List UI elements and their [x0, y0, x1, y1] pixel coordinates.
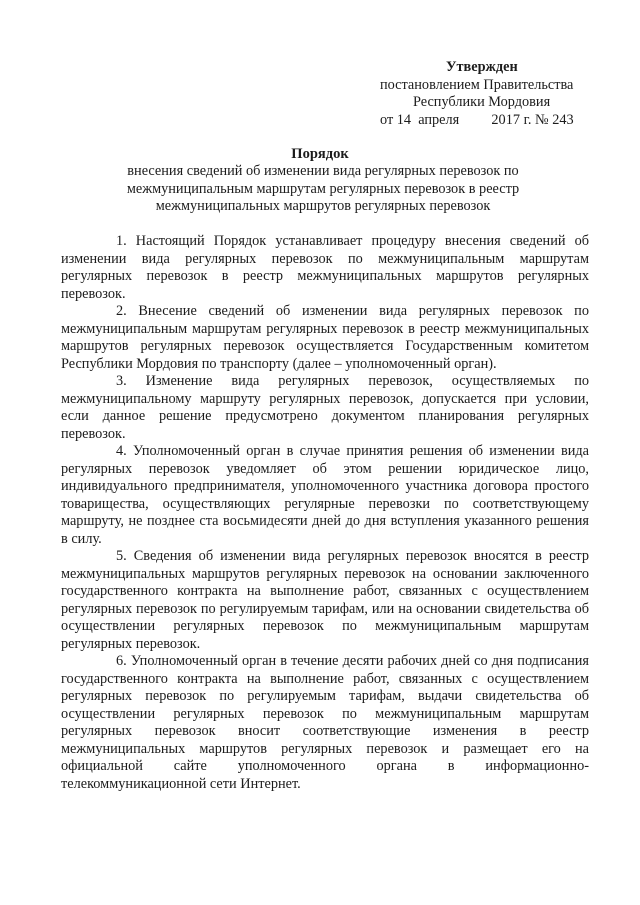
paragraph-4: 4. Уполномоченный орган в случае принятия решения об изменении вида регулярных перевозок уведомляет об этом решении юридическое лицо, индивидуального предпринимателя, уполномоченного участника договора простого товарищества, осуществляющих регулярные перевозки по соответствующему маршруту, не позднее ста восьмидесяти дней до дня вступления указанного решения в силу.	[61, 443, 589, 547]
paragraph-5: 5. Сведения об изменении вида регулярных перевозок вносятся в реестр межмуниципальных маршрутов регулярных перевозок на основании заключенного государственного контракта на выполнение работ, связанных с осуществлением регулярных перевозок по регулируемым тарифам, или на основании свидетельства об осуществлении регулярных перевозок по межмуниципальным маршрутам регулярных перевозок.	[61, 548, 589, 652]
approval-decree-line: постановлением Правительства	[380, 76, 574, 93]
approval-authority-line: Республики Мордовия	[413, 94, 551, 110]
paragraph-2: 2. Внесение сведений об изменении вида регулярных перевозок по межмуниципальным маршрутам регулярных перевозок в реестр межмуниципальных маршрутов регулярных перевозок осуществляется Государственным комитетом Республики Мордовия по транспорту (далее – уполномоченный орган).	[61, 303, 589, 372]
paragraph-3: 3. Изменение вида регулярных перевозок, осуществляемых по межмуниципальному маршруту регулярных перевозок, допускается при условии, если данное решение предусмотрено документом планирования регулярных перевозок.	[61, 373, 589, 442]
paragraph-1: 1. Настоящий Порядок устанавливает процедуру внесения сведений об изменении вида регулярных перевозок по межмуниципальным маршрутам регулярных перевозок в реестр межмуниципальных маршрутов регулярных перевозок.	[61, 233, 589, 302]
document-body	[61, 233, 589, 793]
approval-title: Утвержден	[446, 59, 518, 75]
document-subtitle: внесения сведений об изменении вида регулярных перевозок по межмуниципальным маршрутам регулярных перевозок в реестр межмуниципальных маршрутов регулярных перевозок	[126, 163, 520, 214]
approval-date-number-line: от 14 апреля 2017 г. № 243	[380, 111, 574, 128]
paragraph-6: 6. Уполномоченный орган в течение десяти рабочих дней со дня подписания государственного контракта на выполнение работ, связанных с осуществлением регулярных перевозок по регулируемым тарифам, выдачи свидетельства об осуществлении регулярных перевозок по межмуниципальным маршрутам регулярных перевозок вносит соответствующие изменения в реестр межмуниципальных маршрутов регулярных перевозок и размещает его на официальной сайте уполномоченного органа в информационно-телекоммуникационной сети Интернет.	[61, 653, 589, 792]
approval-stamp	[380, 59, 610, 129]
document-title: Порядок	[291, 146, 349, 162]
